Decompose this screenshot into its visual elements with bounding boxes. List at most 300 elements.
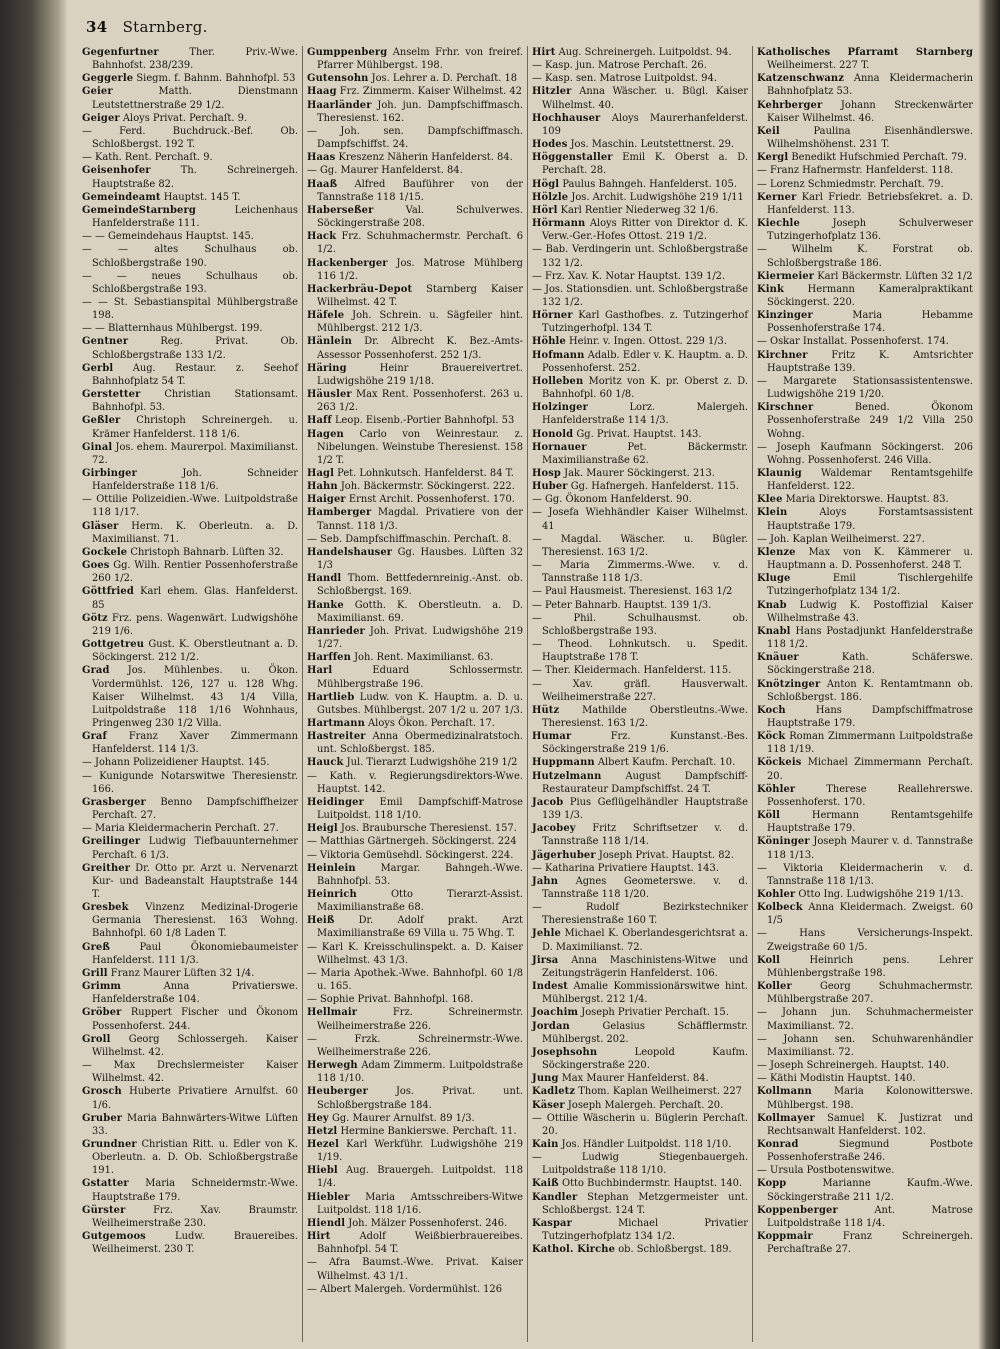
entry-details: Reg. Privat. Ob. Schloßbergstraße 133 1/2. (92, 336, 298, 361)
entry-name: Katzenschwanz (757, 73, 845, 85)
entry-name: Geßler (82, 415, 121, 427)
entry-name: Geisenhofer (82, 165, 151, 177)
entry-details: Bened. Ökonom Possenhoferstraße 249 1/2 Villa 250 Wohng. (767, 402, 973, 440)
entry-name: Heinrich (307, 889, 357, 900)
entry-details: Ther. Priv.-Wwe. Bahnhofst. 238/239. (92, 47, 299, 72)
directory-entry (307, 572, 523, 598)
entry-name: Ginal (82, 441, 113, 453)
entry-name: Grad (82, 665, 110, 677)
entry-details: — Peter Bahnarb. Hauptst. 139 1/3. (532, 599, 712, 611)
entry-details: Gelasius Schäfflermstr. Mühlbergst. 202. (542, 1020, 748, 1045)
entry-name: Koch (757, 704, 786, 716)
entry-details: Thom. Kaplan Weilheimerst. 227 (578, 1086, 742, 1098)
entry-details: Karl Werkführ. Ludwigshöhe 219 1/19. (317, 1138, 524, 1164)
directory-column (78, 46, 303, 1342)
entry-name: Kiechle (757, 218, 800, 230)
entry-name: Kollmayer (757, 1112, 815, 1124)
directory-entry (757, 335, 973, 348)
entry-details: Alfred Bauführer von der Tannstraße 118 1/15. (317, 178, 523, 203)
directory-entry (757, 625, 973, 651)
entry-details: Anna Kleidermach. Zweigst. 60 1/5 (767, 902, 973, 927)
entry-details: Max von K. Kämmerer u. Hauptmann a. D. Possenhoferst. 248 T. (767, 546, 973, 572)
directory-entry (532, 335, 748, 348)
entry-details: Benno Dampfschiffheizer Perchaſt. 27. (92, 796, 299, 822)
entry-details: — Xav. gräfl. Hausverwalt. Weilheimerstraße 227. (532, 678, 748, 703)
entry-details: Fritz Schriftsetzer v. d. Tannstraße 118 1/14. (542, 823, 748, 848)
entry-name: GemeindeStarnberg (82, 204, 196, 216)
entry-details: Johann Streckenwärter Kaiser Wilhelmst. 46. (767, 99, 974, 124)
entry-details: Frz. Schreinermstr. Weilheimerstraße 226. (317, 1007, 524, 1032)
entry-details: Max Rent. Possenhoferst. 263 u. 263 1/2. (317, 389, 524, 414)
entry-details: — Josefa Wiehhändler Kaiser Wilhelmst. 41 (532, 507, 748, 532)
entry-name: Götz (82, 612, 108, 624)
entry-name: Knab (757, 599, 787, 611)
entry-name: Huppmann (532, 757, 595, 769)
directory-entry (82, 164, 298, 190)
directory-entry (307, 46, 523, 72)
directory-entry (532, 901, 748, 927)
entry-details: — — neues Schulhaus ob. Schloßbergstraße 193. (82, 270, 298, 295)
directory-entry (532, 1085, 748, 1098)
entry-name: Girbinger (82, 468, 137, 479)
directory-entry (82, 980, 298, 1006)
entry-details: Joh. Schrein. u. Sägfeiler hint. Mühlbergst. 212 1/3. (317, 310, 523, 335)
entry-name: Kaspar (532, 1217, 572, 1229)
entry-name: Herwegh (307, 1060, 358, 1072)
entry-details: Heinr. v. Ingen. Ottost. 229 1/3. (569, 336, 727, 348)
directory-entry (757, 704, 973, 730)
directory-entry (757, 270, 973, 283)
entry-name: Gerstetter (82, 389, 141, 401)
entry-details: Christoph Schreinergeh. u. Krämer Hanfelderst. 118 1/6. (92, 415, 298, 440)
directory-entry (532, 927, 748, 953)
directory-entry (307, 506, 523, 532)
entry-name: Hirt (307, 1231, 331, 1243)
directory-entry (532, 559, 748, 585)
entry-name: Hiebler (307, 1191, 350, 1203)
directory-entry (307, 862, 523, 888)
entry-name: Hornauer (532, 441, 587, 453)
directory-entry (82, 362, 298, 388)
directory-entry (532, 704, 748, 730)
entry-name: Grimm (82, 981, 122, 993)
directory-entry (307, 993, 523, 1006)
directory-entry (757, 730, 973, 756)
directory-entry (757, 1177, 973, 1203)
entry-name: Greß (82, 941, 111, 953)
entry-details: Hermine Bankierswe. Perchaſt. 11. (340, 1125, 517, 1137)
entry-details: Benedikt Hufschmied Perchaſt. 79. (791, 152, 967, 164)
entry-details: — Afra Baumst.-Wwe. Privat. Kaiser Wilhelmst. 43 1/1. (307, 1257, 523, 1282)
directory-entry (532, 1217, 748, 1243)
entry-name: Gutgemoos (82, 1231, 146, 1243)
entry-details: August Dampfschiff-Restaurateur Dampfschiffst. 24 T. (542, 770, 749, 795)
entry-name: Holleben (532, 375, 584, 387)
directory-entry (532, 283, 748, 309)
directory-entry (82, 941, 298, 967)
directory-entry (307, 1256, 523, 1282)
entry-details: Karl Bäckermstr. Lüften 32 1/2 (817, 270, 973, 282)
entry-details: — Ottilie Wäscherin u. Büglerin Perchaſt. 20. (532, 1112, 748, 1137)
directory-entry (757, 599, 973, 625)
entry-details: — Joh. Kaplan Weilheimerst. 227. (757, 533, 925, 545)
entry-details: Frz. pens. Wagenwärt. Ludwigshöhe 219 1/6. (92, 612, 298, 637)
entry-name: Haff (307, 415, 332, 427)
entry-details: Gg. Hafnergeh. Hanfelderst. 115. (570, 481, 739, 493)
entry-details: Gg. Hausbes. Lüften 32 1/3 (317, 546, 523, 572)
directory-entry (307, 770, 523, 796)
directory-entry (532, 1177, 748, 1190)
entry-name: Hodes (532, 139, 568, 151)
directory-entry (757, 756, 973, 782)
entry-name: Hörl (532, 204, 558, 216)
entry-name: Kandler (532, 1191, 578, 1203)
entry-details: Margar. Bahngeh.-Wwe. Bahnhofpl. 53. (317, 862, 524, 887)
directory-entry (757, 151, 973, 164)
entry-name: Kergl (757, 152, 789, 164)
entry-details: Magdal. Privatiere von der Tannst. 118 1/3. (317, 507, 523, 532)
entry-details: Maria Kolonowitterswe. Mühlbergst. 198. (767, 1086, 973, 1111)
directory-entry (307, 625, 523, 651)
entry-details: Pius Geflügelhändler Hauptstraße 139 1/3. (542, 796, 748, 822)
entry-details: Stephan Metzgermeister unt. Schloßbergst. 124 T. (542, 1191, 749, 1216)
directory-entry (757, 546, 973, 572)
page-place-title: Starnberg. (122, 18, 208, 36)
entry-name: Kain (532, 1138, 559, 1150)
directory-entry (532, 1006, 748, 1019)
directory-entry (757, 493, 973, 506)
directory-entry (307, 309, 523, 335)
directory-entry (307, 546, 523, 572)
entry-details: Vinzenz Medizinal-Drogerie Germania Theresienst. 163 Wohng. Bahnhofpl. 60 1/8 Laden T. (92, 902, 298, 940)
directory-entry (532, 85, 748, 111)
directory-entry (757, 99, 973, 125)
entry-details: — Viktoria Gemüsehdl. Söckingerst. 224. (307, 849, 514, 861)
directory-entry (307, 493, 523, 506)
directory-entry (307, 1230, 523, 1256)
directory-entry (532, 612, 748, 638)
entry-name: Katholisches Pfarramt Starnberg (757, 47, 973, 58)
directory-entry (532, 112, 748, 138)
directory-entry (307, 796, 523, 822)
entry-details: Amalie Kommissionärswitwe hint. Mühlbergst. 212 1/4. (542, 981, 748, 1006)
entry-name: Kiermeier (757, 270, 815, 282)
entry-name: Konrad (757, 1138, 799, 1150)
entry-name: Jung (532, 1073, 559, 1085)
entry-details: Anna Privatierswe. Hanfelderstraße 104. (92, 981, 298, 1006)
directory-entry (532, 756, 748, 769)
entry-details: Hermann Kameralpraktikant Söckingerst. 220. (767, 283, 973, 308)
entry-name: Gresbek (82, 902, 129, 914)
entry-details: — Frz. Xav. K. Notar Hauptst. 139 1/2. (532, 270, 726, 282)
directory-entry (757, 467, 973, 493)
entry-details: — Rudolf Bezirkstechniker Theresienstraße 160 T. (532, 902, 748, 927)
entry-details: Eduard Schlossermstr. Mühlbergstraße 196. (317, 665, 523, 690)
directory-entry (307, 914, 523, 940)
directory-entry (307, 362, 523, 388)
entry-name: Grundner (82, 1138, 137, 1150)
entry-details: Anna Wäscher. u. Bügl. Kaiser Wilhelmst. 40. (542, 86, 748, 111)
entry-name: Gottgetreu (82, 639, 145, 651)
directory-entry (307, 1085, 523, 1111)
entry-details: Val. Schulverwes. Söckingerstraße 208. (317, 204, 523, 230)
directory-entry (757, 835, 973, 861)
directory-entry (82, 730, 298, 756)
entry-details: Joseph Privat. Hauptst. 82. (598, 849, 734, 861)
directory-entry (307, 835, 523, 848)
directory-entry (307, 691, 523, 717)
entry-details: — — Blatternhaus Mühlbergst. 199. (82, 323, 263, 335)
entry-name: Höggenstaller (532, 152, 613, 164)
entry-name: Gerbl (82, 362, 114, 374)
entry-name: Hanke (307, 599, 344, 611)
entry-details: — Kasp. jun. Matrose Perchaſt. 26. (532, 60, 707, 72)
entry-name: Hütz (532, 704, 560, 716)
entry-details: Gotth. K. Oberstleutn. a. D. Maximilianst. 69. (317, 599, 523, 624)
entry-details: Jos. Privat. unt. Schloßbergstraße 184. (317, 1086, 524, 1111)
directory-entry (307, 1138, 523, 1164)
entry-details: Maria Amtsschreibers-Witwe Luitpoldst. 118 1/16. (317, 1191, 523, 1216)
entry-details: Joseph Schulverweser Tutzingerhofplatz 136. (767, 218, 973, 243)
directory-entry (757, 309, 973, 335)
directory-entry (82, 1085, 298, 1111)
entry-name: Köll (757, 810, 781, 822)
directory-entry (307, 651, 523, 664)
entry-details: Michael Zimmermann Perchaſt. 20. (767, 757, 974, 782)
entry-name: Häusler (307, 389, 352, 401)
directory-entry (532, 151, 748, 177)
entry-details: Jos. Archit. Ludwigshöhe 219 1/11 (571, 191, 744, 203)
directory-column (303, 46, 528, 1342)
directory-entry (757, 72, 973, 98)
directory-entry (307, 1112, 523, 1125)
entry-details: — Phil. Schulhausmst. ob. Schloßbergstraße 193. (532, 612, 748, 637)
directory-entry (757, 888, 973, 901)
entry-name: Gläser (82, 520, 119, 532)
entry-details: Hauptst. 145 T. (163, 191, 241, 203)
entry-details: Christian Ritt. u. Edler von K. Oberleutn. a. D. Ob. Schloßbergstraße 191. (92, 1138, 298, 1177)
entry-name: Geier (82, 86, 113, 98)
directory-entry (82, 546, 298, 559)
entry-details: — Maria Apothek.-Wwe. Bahnhofpl. 60 1/8 u. 165. (307, 967, 523, 993)
entry-details: Frz. Schuhmachermstr. Perchaſt. 6 1/2. (317, 231, 523, 256)
entry-name: Knäuer (757, 652, 799, 664)
directory-entry (757, 954, 973, 980)
entry-details: — Jos. Stationsdien. unt. Schloßbergstraße 132 1/2. (532, 283, 748, 308)
directory-entry (307, 1033, 523, 1059)
entry-details: Pet. Lohnkutsch. Hanfelderst. 84 T. (337, 468, 514, 479)
directory-entry (307, 1059, 523, 1085)
entry-name: Knabl (757, 625, 791, 637)
entry-details: — Frzk. Schreinermstr.-Wwe. Weilheimerstraße 226. (307, 1033, 523, 1058)
directory-entry (757, 178, 973, 191)
entry-name: Höhle (532, 336, 566, 348)
entry-name: Gstatter (82, 1178, 129, 1190)
entry-details: — Katharina Privatiere Hauptst. 143. (532, 862, 719, 874)
directory-entry (532, 1112, 748, 1138)
entry-details: — Käthi Modistin Hauptst. 140. (757, 1073, 916, 1085)
entry-details: Ludwig Tiefbauunternehmer Perchaſt. 6 1/3. (92, 836, 299, 861)
entry-details: Frz. Kunstanst.-Bes. Söckingerstraße 219 1/6. (542, 731, 748, 756)
directory-entry (307, 1006, 523, 1032)
entry-details: — Paul Hausmeist. Theresienst. 163 1/2 (532, 586, 733, 598)
entry-name: Hosp (532, 468, 561, 479)
entry-name: Joachim (532, 1007, 579, 1019)
entry-name: Jordan (532, 1020, 570, 1032)
entry-details: Carlo von Weinrestaur. z. Nibelungen. Weinstube Theresienst. 158 1/2 T. (317, 428, 523, 466)
entry-name: Jirsa (532, 954, 559, 966)
entry-name: Gockele (82, 546, 128, 558)
directory-entry (532, 533, 748, 559)
entry-name: Hartmann (307, 717, 365, 729)
entry-details: Herm. K. Oberleutn. a. D. Maximilianst. 71. (92, 520, 298, 545)
directory-entry (532, 480, 748, 493)
entry-details: Maria Hebamme Possenhoferstraße 174. (767, 310, 974, 335)
entry-details: — Seb. Dampfschiffmaschin. Perchaſt. 8. (307, 533, 512, 545)
directory-entry (307, 717, 523, 730)
entry-details: — — St. Sebastianspital Mühlbergstraße 198. (82, 296, 298, 322)
entry-name: Jacob (532, 796, 564, 808)
directory-entry (532, 59, 748, 72)
directory-entry (82, 335, 298, 361)
entry-details: Aloys Ritter von Direktor d. K. Verw.-Ger.-Hofes Ottost. 219 1/2. (542, 218, 748, 243)
entry-name: Gegenfurtner (82, 47, 159, 58)
directory-entry (307, 599, 523, 625)
directory-entry (757, 506, 973, 532)
directory-entry (532, 217, 748, 243)
entry-details: Karl Rentier Niederweg 32 1/6. (560, 204, 719, 216)
directory-entry (307, 164, 523, 177)
directory-entry (307, 1164, 523, 1190)
entry-name: Huber (532, 481, 568, 493)
directory-entry (532, 875, 748, 901)
entry-details: Jos. Mühlenbes. u. Ökon. Vordermühlst. 126, 127 u. 128 Whg. Kaiser Wilhelmst. 43 1/4 Villa, Luitpoldstraße 118 1/16 Wohnhaus, Pringenweg 230 1/2 Villa. (92, 665, 298, 729)
directory-entry (82, 72, 298, 85)
entry-details: Siegmund Postbote Possenhoferstraße 246. (767, 1138, 973, 1164)
entry-details: Georg Schlossergeh. Kaiser Wilhelmst. 42. (92, 1033, 298, 1058)
entry-name: Klenze (757, 546, 796, 558)
directory-entry (82, 493, 298, 519)
directory-entry (307, 664, 523, 690)
directory-column (528, 46, 753, 1342)
entry-name: Geggerle (82, 73, 134, 85)
entry-name: Heigl (307, 823, 338, 835)
entry-details: Leichenhaus Hanfelderstraße 111. (92, 204, 298, 230)
directory-entry (307, 283, 523, 309)
directory-entry (757, 1006, 973, 1032)
entry-details: Thom. Bettfedernreinig.-Anst. ob. Schloßbergst. 169. (317, 573, 523, 598)
entry-name: Kolbeck (757, 902, 803, 914)
entry-name: Jägerhuber (532, 849, 596, 861)
entry-details: Jos. ehem. Maurerpol. Maximilianst. 72. (92, 441, 298, 466)
entry-details: Paulina Eisenhändlerswe. Wilhelmshöhenst. 231 T. (767, 125, 973, 151)
directory-entry (532, 862, 748, 875)
entry-details: Georg Schuhmachermstr. Mühlbergstraße 207. (767, 981, 973, 1006)
directory-entry (532, 599, 748, 612)
entry-name: Klee (757, 494, 783, 506)
directory-entry (757, 783, 973, 809)
directory-entry (532, 506, 748, 532)
directory-entry (82, 112, 298, 125)
directory-entry (757, 125, 973, 151)
entry-name: Hellmair (307, 1007, 358, 1019)
directory-entry (307, 428, 523, 467)
entry-details: Max Maurer Hanfelderst. 84. (561, 1073, 709, 1085)
directory-entry (307, 125, 523, 151)
entry-name: Hetzl (307, 1125, 338, 1137)
entry-details: — Wilhelm K. Forstrat ob. Schloßbergstraße 186. (757, 244, 973, 269)
directory-entry (307, 941, 523, 967)
entry-details: Huberte Privatiere Arnulfst. 60 1/6. (92, 1086, 298, 1111)
entry-details: — Ursula Postbotenswitwe. (757, 1165, 895, 1177)
entry-name: Gutensohn (307, 73, 369, 85)
entry-name: Handl (307, 573, 342, 585)
entry-name: Hofmann (532, 349, 585, 361)
entry-details: — Margarete Stationsassistentenswe. Ludwigshöhe 219 1/20. (757, 375, 973, 401)
directory-entry (757, 1138, 973, 1164)
entry-details: Otto Ing. Ludwigshöhe 219 1/13. (798, 889, 964, 900)
entry-name: Haaß (307, 178, 338, 190)
entry-details: Ant. Matrose Luitpoldstraße 118 1/4. (767, 1204, 973, 1229)
directory-entry (307, 1217, 523, 1230)
entry-name: Holzinger (532, 402, 588, 414)
directory-entry (532, 1191, 748, 1217)
entry-name: Grill (82, 967, 108, 979)
directory-entry (307, 1125, 523, 1138)
directory-entry (307, 480, 523, 493)
directory-entry (757, 191, 973, 217)
directory-entry (82, 835, 298, 861)
entry-details: Lorz. Malergeh. Hanfelderstraße 114 1/3. (542, 402, 748, 427)
page-header (86, 18, 208, 40)
entry-details: Aug. Brauergeh. Luitpoldst. 118 1/4. (317, 1165, 523, 1190)
entry-details: Maria Bahnwärters-Witwe Lüften 33. (92, 1112, 298, 1137)
entry-name: Haarländer (307, 99, 372, 111)
entry-name: Heiß (307, 915, 335, 927)
entry-details: Jos. Lehrer a. D. Perchaſt. 18 (371, 73, 518, 85)
entry-name: Koppmair (757, 1231, 813, 1243)
directory-entry (757, 1204, 973, 1230)
entry-details: Otto Tierarzt-Assist. Maximilianstraße 68. (317, 889, 523, 914)
entry-name: Knötzinger (757, 678, 821, 690)
directory-entry (532, 138, 748, 151)
entry-name: Heidinger (307, 796, 364, 808)
entry-name: Grasberger (82, 796, 146, 808)
entry-details: Dr. Otto pr. Arzt u. Nervenarzt Kur- und Badeanstalt Hauptstraße 144 T. (92, 862, 298, 900)
entry-name: Harffen (307, 652, 351, 664)
entry-details: Albert Kaufm. Perchaſt. 10. (597, 757, 736, 769)
entry-name: Häring (307, 362, 347, 374)
directory-entry (532, 849, 748, 862)
entry-details: Aloys Privat. Perchaſt. 9. (122, 112, 248, 124)
directory-entry (82, 1138, 298, 1177)
directory-entry (532, 1099, 748, 1112)
directory-column (753, 46, 977, 1342)
directory-entry (532, 980, 748, 1006)
entry-name: Kopp (757, 1178, 787, 1190)
entry-name: Koppenberger (757, 1204, 838, 1216)
entry-details: Joh. Mälzer Possenhoferst. 246. (348, 1217, 508, 1229)
directory-entry (757, 1059, 973, 1072)
directory-entry (532, 1046, 748, 1072)
entry-details: Christoph Bahnarb. Lüften 32. (130, 546, 284, 558)
directory-columns (78, 46, 978, 1342)
entry-name: Kathol. Kirche (532, 1244, 616, 1256)
entry-details: Joh. jun. Dampfschiffmasch. Theresienst. 162. (317, 99, 523, 124)
entry-details: Gg. Wilh. Rentier Possenhoferstraße 260 1/2. (92, 560, 298, 585)
entry-details: Joh. Bäckermstr. Söckingerst. 222. (340, 481, 515, 493)
entry-name: Käser (532, 1099, 565, 1111)
